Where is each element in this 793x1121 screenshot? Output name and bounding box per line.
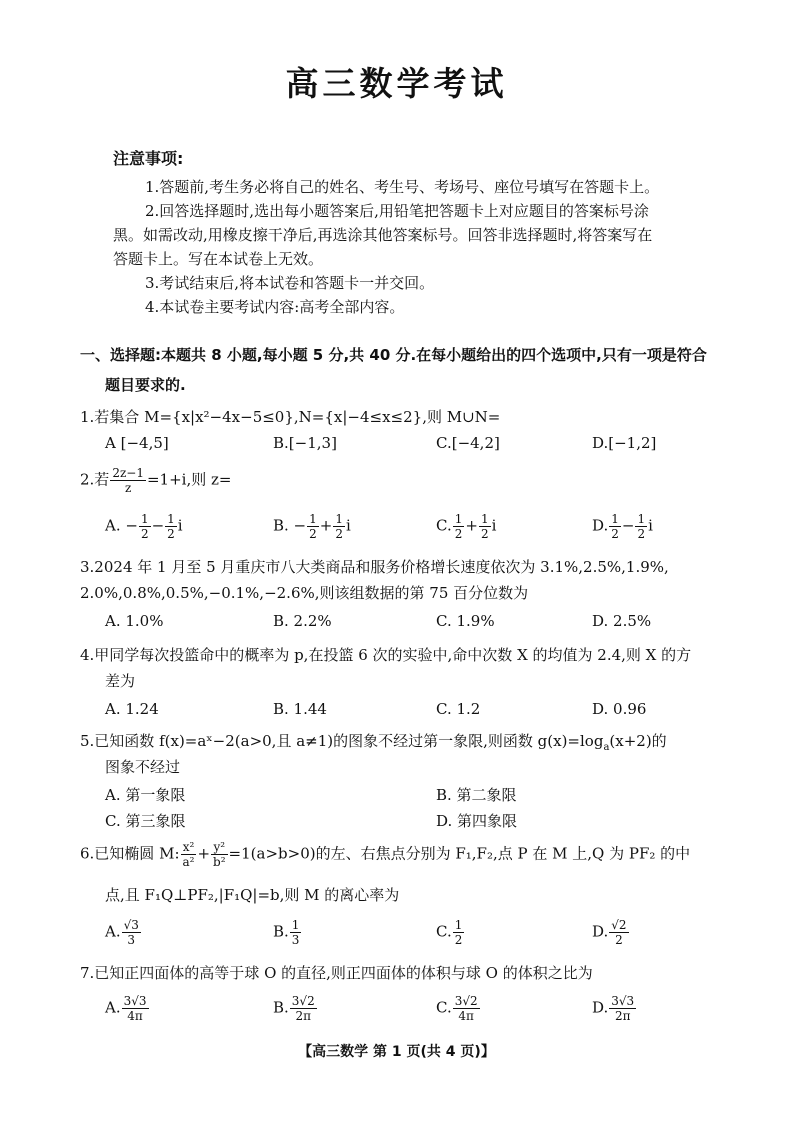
q4-option-d: D. 0.96 [592,700,647,718]
question-4-line1: 4.甲同学每次投篮命中的概率为 p,在投篮 6 次的实验中,命中次数 X 的均值为 2.4,则 X 的方 [80,646,692,664]
q1-option-c: C.[−4,2] [436,434,500,452]
note-line-2: 2.回答选择题时,选出每小题答案后,用铅笔把答题卡上对应题目的答案标号涂 [145,202,649,220]
q7-option-c: C. $\frac{3√2}{4\pi}$ [436,994,478,1023]
note-line-6: 4.本试卷主要考试内容:高考全部内容。 [145,298,405,316]
question-1-stem: 1.若集合 M={x|x²−4x−5≤0},N={x|−4≤x≤2},则 M∪N= [80,408,501,426]
q7-option-a: A. $\frac{3√3}{4\pi}$ [105,994,147,1023]
page-footer: 【高三数学 第 1 页(共 4 页)】 [298,1044,495,1060]
question-5-line2: 图象不经过 [105,758,181,776]
q1-option-b: B.[−1,3] [273,434,337,452]
note-line-1: 1.答题前,考生务必将自己的姓名、考生号、考场号、座位号填写在答题卡上。 [145,178,660,196]
section-heading-line1: 一、选择题:本题共 8 小题,每小题 5 分,共 40 分.在每小题给出的四个选项中,只有一项是符合 [80,346,707,364]
q1-option-d: D.[−1,2] [592,434,657,452]
q3-option-d: D. 2.5% [592,612,652,630]
question-3-line1: 3.2024 年 1 月至 5 月重庆市八大类商品和服务价格增长速度依次为 3.1%,2.5%,1.9%, [80,558,669,576]
question-5-line1: 5.已知函数 f(x)=aˣ−2(a>0,且 a≠1)的图象不经过第一象限,则函数 $g(x)=\log_a(x+2)$的 [80,732,667,753]
q6-option-a: A. $\frac{√3}{3}$ [105,918,139,947]
q7-option-d: D. $\frac{3√3}{2\pi}$ [592,994,635,1023]
note-line-3: 黑。如需改动,用橡皮擦干净后,再选涂其他答案标号。回答非选择题时,将答案写在 [113,226,653,244]
q2-option-b: B. − $\frac{1}{2}$ + $\frac{1}{2}$ i [273,512,351,541]
question-6-line2: 点,且 F₁Q⊥PF₂,|F₁Q|=b,则 M 的离心率为 [105,886,400,904]
notes-heading: 注意事项: [113,149,184,168]
question-4-line2: 差为 [105,672,136,690]
section-heading-line2: 题目要求的. [105,376,186,394]
q7-option-b: B. $\frac{3√2}{2\pi}$ [273,994,315,1023]
q2-option-d: D. $\frac{1}{2}$ − $\frac{1}{2}$ i [592,512,653,541]
q3-option-c: C. 1.9% [436,612,495,630]
exam-title: 高三数学考试 [285,64,508,103]
q5-option-a: A. 第一象限 [105,786,186,804]
q4-option-a: A. 1.24 [105,700,159,718]
q6-option-c: C. $\frac{1}{2}$ [436,918,463,947]
q2-option-a: A. − $\frac{1}{2}$ − $\frac{1}{2}$ i [105,512,183,541]
question-3-line2: 2.0%,0.8%,0.5%,−0.1%,−2.6%,则该组数据的第 75 百分位数为 [80,584,529,602]
q4-option-c: C. 1.2 [436,700,481,718]
q4-option-b: B. 1.44 [273,700,327,718]
question-7-stem: 7.已知正四面体的高等于球 O 的直径,则正四面体的体积与球 O 的体积之比为 [80,964,593,982]
q1-option-a: A [−4,5] [105,434,169,452]
q5-option-b: B. 第二象限 [436,786,517,804]
q6-option-d: D. $\frac{√2}{2}$ [592,918,627,947]
q5-option-d: D. 第四象限 [436,812,518,830]
question-2-stem: 2.若 $\frac{2z-1}{z}$ =1+i,则 z= [80,466,232,495]
q6-option-b: B. $\frac{1}{3}$ [273,918,300,947]
q3-option-b: B. 2.2% [273,612,332,630]
note-line-4: 答题卡上。写在本试卷上无效。 [113,250,324,268]
q2-option-c: C. $\frac{1}{2}$ + $\frac{1}{2}$ i [436,512,497,541]
note-line-5: 3.考试结束后,将本试卷和答题卡一并交回。 [145,274,435,292]
q5-option-c: C. 第三象限 [105,812,186,830]
q3-option-a: A. 1.0% [105,612,164,630]
question-6-line1: 6.已知椭圆 M: $\frac{\text{x²}}{\text{a²}}$ + $\frac{\text{y²}}{\text{b²}}$ =1(a>b>0)的左、右焦点分别为 F₁,F₂,点 P 在 M 上,Q 为 PF₂ 的中 [80,840,691,869]
